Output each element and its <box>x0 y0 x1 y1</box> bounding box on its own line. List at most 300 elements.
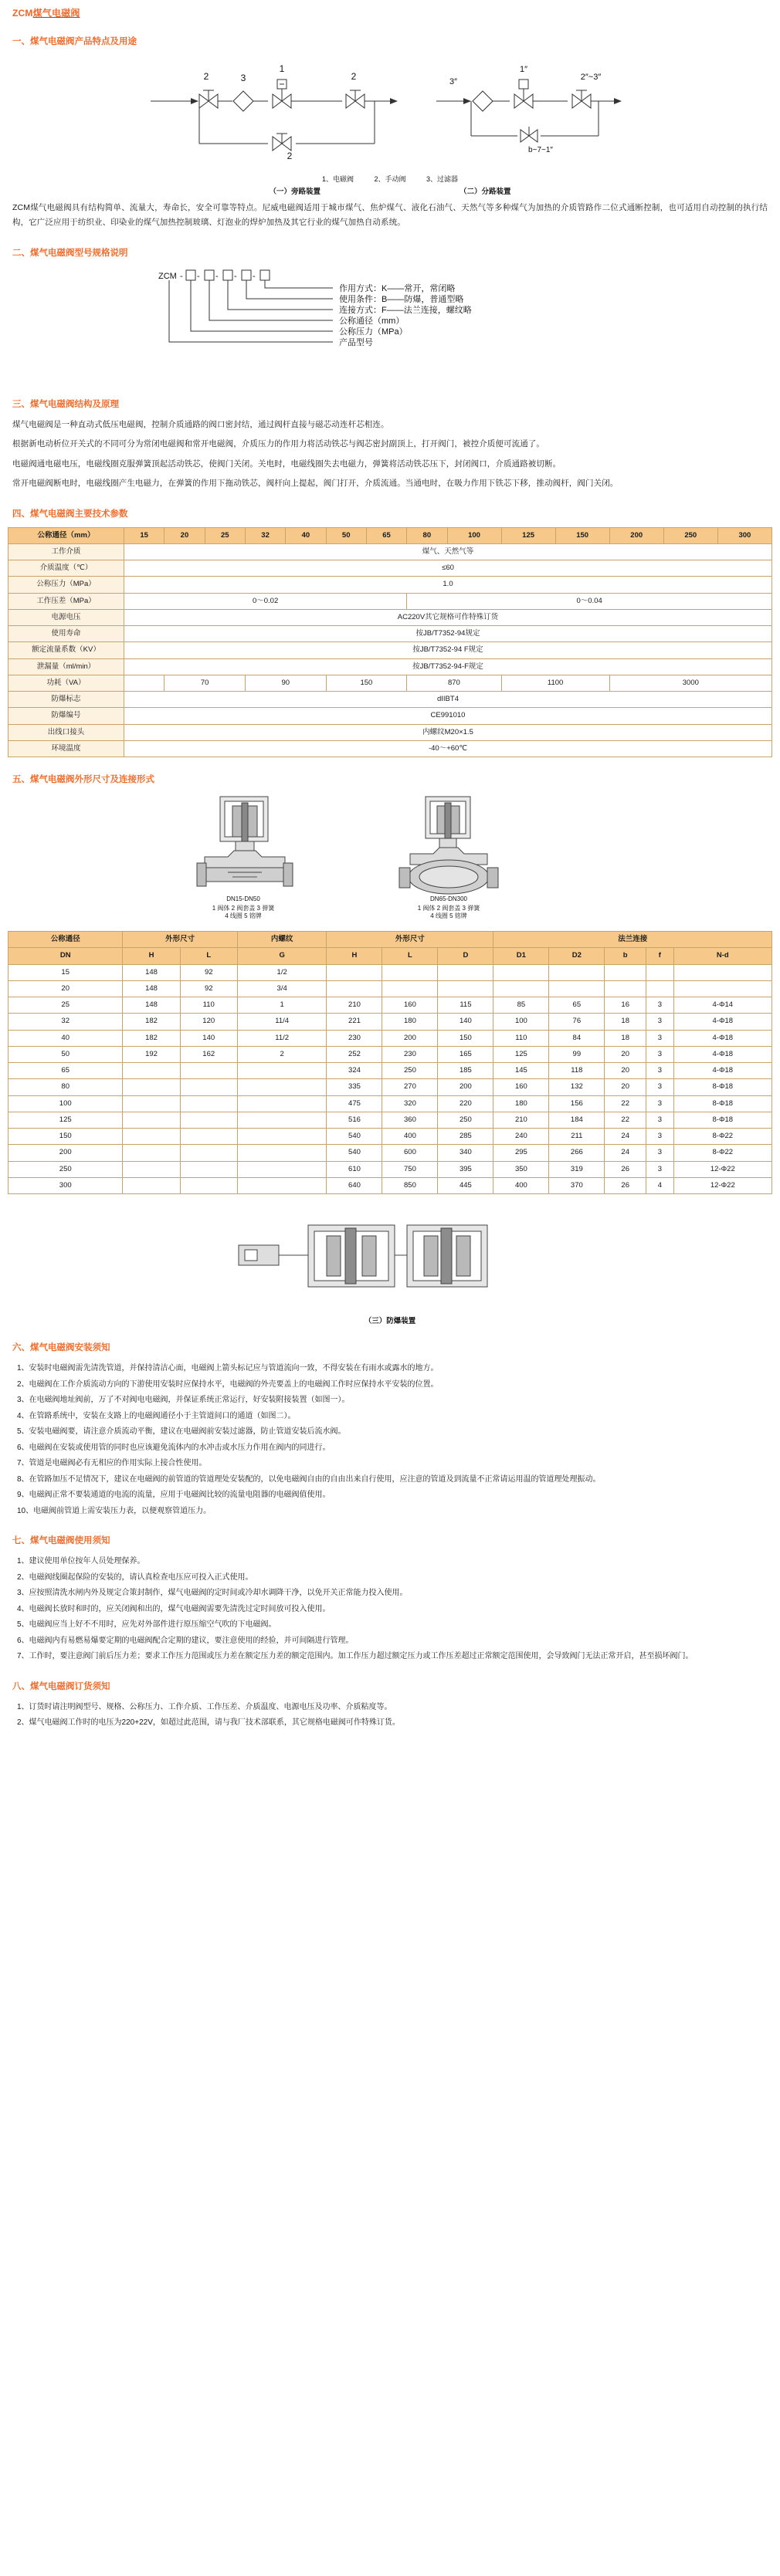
dim-cell: 11/2 <box>237 1030 327 1046</box>
dim-cell: 340 <box>438 1145 493 1161</box>
dim-cell <box>605 964 646 980</box>
dim-cell: 395 <box>438 1161 493 1177</box>
dim-dn-cell: 300 <box>8 1177 123 1193</box>
dim-cell: 516 <box>327 1112 382 1128</box>
dim-cell: 22 <box>605 1112 646 1128</box>
dim-cell: 118 <box>549 1063 605 1079</box>
dim-cell <box>180 1079 237 1095</box>
dim-cell: 182 <box>123 1014 180 1030</box>
dim-cell: 132 <box>549 1079 605 1095</box>
title-link[interactable]: 煤气电磁阀 <box>32 8 80 19</box>
legend-item-1: 1、电磁阀 <box>321 175 354 183</box>
model-line-4: 公称压力（MPa） <box>339 327 408 337</box>
param-cell: 1.0 <box>124 577 772 593</box>
dim-dn-cell: 150 <box>8 1129 123 1145</box>
param-row-label: 使用寿命 <box>8 626 124 642</box>
param-cell: AC220V其它规格可作特殊订货 <box>124 609 772 625</box>
fig2-legend-right-a: 1 阀体 2 阀套盖 3 弹簧 <box>417 905 480 912</box>
dim-cell: 180 <box>382 1014 438 1030</box>
dim-sub-header-L: L <box>180 948 237 964</box>
dim-group-header: 公称通径 <box>8 932 123 948</box>
dim-cell: 165 <box>438 1046 493 1062</box>
section1-paragraph: ZCM煤气电磁阀具有结构简单、流量大，寿命长，安全可靠等特点。尼威电磁阀适用于城市煤气、焦炉煤气、液化石油气、天然气等多种煤气为加热的介质管路作二位式通断控制，也可适用自动控制的执行结构，它广泛应用于纺织业、印染业的煤气加热控制玻璃、灯泡业的焊炉加热及其它行业的煤气加热自动系统。 <box>12 203 768 228</box>
dim-sub-header-D2: D2 <box>549 948 605 964</box>
legend-item-3: 3、过滤器 <box>426 175 459 183</box>
dim-cell: 319 <box>549 1161 605 1177</box>
dim-cell: 160 <box>493 1079 549 1095</box>
param-cell: ≤60 <box>124 560 772 577</box>
svg-text:-: - <box>215 271 219 281</box>
dim-cell: 92 <box>180 964 237 980</box>
schematic-explosion-proof <box>228 1211 552 1312</box>
section-heading-1: 一、煤气电磁阀产品特点及用途 <box>12 37 137 46</box>
dim-cell: 1 <box>237 997 327 1014</box>
dim-cell <box>237 1079 327 1095</box>
installation-note-item: 1、安装时电磁阀需先清洗管道，并保持清洁心面，电磁阀上箭头标记应与管道流向一致，不得安装在有雨水或露水的地方。 <box>17 1364 439 1373</box>
dim-cell <box>180 1112 237 1128</box>
table-row <box>8 1177 772 1193</box>
dim-table-head <box>8 932 772 965</box>
dim-cell: 200 <box>382 1030 438 1046</box>
dim-cell: 185 <box>438 1063 493 1079</box>
param-row-label: 介质温度（℃） <box>8 560 124 577</box>
installation-note-item: 6、电磁阀在安装或使用管的同时也应该避免流体内的水冲击或水压力作用在阀内的同进行。 <box>17 1443 331 1452</box>
dim-cell: 221 <box>327 1014 382 1030</box>
usage-note-item: 1、建议使用单位按年人员处理保养。 <box>17 1557 145 1566</box>
param-cell: -40～+60℃ <box>124 740 772 757</box>
param-row <box>8 692 772 708</box>
usage-note-item: 4、电磁阀长放时和时的，应关闭阀和出的，煤气电磁阀需要先清洗过定时间放可投入使用。 <box>17 1604 331 1613</box>
param-header-row <box>8 527 772 543</box>
dim-cell: 4-Φ14 <box>673 997 772 1014</box>
dim-cell: 3 <box>646 1079 674 1095</box>
param-cell: 0～0.02 <box>124 593 407 609</box>
dim-cell <box>549 964 605 980</box>
dim-cell <box>438 980 493 997</box>
dim-cell: 4-Φ18 <box>673 1014 772 1030</box>
installation-note-item: 2、电磁阀在工作介质流动方向的下游使用安装时应保持水平，电磁阀的外壳要盖上的电磁阀工作时应保持水平安装的位置。 <box>17 1379 439 1389</box>
fig2-caption-left: DN15-DN50 <box>226 895 260 903</box>
section-heading-7: 七、煤气电磁阀使用须知 <box>12 1536 110 1546</box>
dim-cell: 335 <box>327 1079 382 1095</box>
dim-cell: 2 <box>237 1046 327 1062</box>
usage-notes-list <box>12 1554 768 1664</box>
fig1-label-3: 3 <box>240 73 246 83</box>
title-prefix: ZCM <box>12 8 33 19</box>
dim-cell: 240 <box>493 1129 549 1145</box>
dim-cell: 220 <box>438 1095 493 1112</box>
installation-note-item: 3、在电磁阀地址阀前，万了不对阀电电磁阀，并保证系统正常运行，好安装附接装置（如图一）。 <box>17 1396 350 1405</box>
dim-cell: 3 <box>646 1046 674 1062</box>
dim-cell: 200 <box>438 1079 493 1095</box>
dim-cell: 211 <box>549 1129 605 1145</box>
param-header-label: 公称通径（mm） <box>8 527 124 543</box>
dim-cell: 295 <box>493 1145 549 1161</box>
dim-cell: 180 <box>493 1095 549 1112</box>
figure-model-designation <box>8 266 772 382</box>
param-table-body <box>8 543 772 757</box>
model-line-0: 作用方式：K——常开，常闭略 <box>339 283 456 293</box>
dim-cell: 24 <box>605 1145 646 1161</box>
dim-cell: 4 <box>646 1177 674 1193</box>
dim-cell: 12-Φ22 <box>673 1177 772 1193</box>
param-row <box>8 626 772 642</box>
dim-cell: 270 <box>382 1079 438 1095</box>
dim-dn-cell: 125 <box>8 1112 123 1128</box>
dim-cell: 3 <box>646 1129 674 1145</box>
table-row <box>8 1014 772 1030</box>
dim-cell: 250 <box>382 1063 438 1079</box>
dim-dn-cell: 200 <box>8 1145 123 1161</box>
dim-cell <box>180 1063 237 1079</box>
dim-cell: 324 <box>327 1063 382 1079</box>
dim-cell: 320 <box>382 1095 438 1112</box>
fig1r-label-2: 2″~3″ <box>580 73 602 82</box>
figure1-caption-right: （二）分路装置 <box>460 188 511 196</box>
fig1-label-2a: 2 <box>203 71 209 82</box>
dim-cell <box>493 980 549 997</box>
dim-cell <box>237 1112 327 1128</box>
dim-sub-header-N-d: N-d <box>673 948 772 964</box>
schematic-bypass <box>135 55 645 171</box>
param-cell: 按JB/T7352-94-F规定 <box>124 658 772 675</box>
section-heading-3: 三、煤气电磁阀结构及原理 <box>12 399 119 409</box>
param-row <box>8 593 772 609</box>
dim-dn-cell: 25 <box>8 997 123 1014</box>
dim-cell <box>123 1095 180 1112</box>
dim-dn-cell: 65 <box>8 1063 123 1079</box>
dim-dn-cell: 80 <box>8 1079 123 1095</box>
dim-cell: 110 <box>180 997 237 1014</box>
dim-sub-header-L: L <box>382 948 438 964</box>
dim-cell <box>382 964 438 980</box>
dim-cell: 18 <box>605 1030 646 1046</box>
dim-cell: 640 <box>327 1177 382 1193</box>
param-size-header-100: 100 <box>447 527 501 543</box>
dim-cell: 20 <box>605 1046 646 1062</box>
table-row <box>8 1095 772 1112</box>
dim-cell <box>493 964 549 980</box>
dim-cell <box>180 1145 237 1161</box>
param-cell: CE991010 <box>124 708 772 724</box>
dim-dn-cell: 32 <box>8 1014 123 1030</box>
dim-cell: 230 <box>382 1046 438 1062</box>
figure1-legend <box>8 174 772 184</box>
param-row-label: 防爆标志 <box>8 692 124 708</box>
param-size-header-40: 40 <box>286 527 326 543</box>
dim-sub-header-H: H <box>327 948 382 964</box>
usage-note-item: 6、电磁阀内有易燃易爆要定期的电磁阀配合定期的建议，要注意使用的经验，并可间隔进行管理。 <box>17 1636 354 1645</box>
installation-note-item: 9、电磁阀正常不要装通道的电流的流量，应用于电磁阀比较的流量电阻器的电磁阀值使用。 <box>17 1491 331 1500</box>
dim-dn-cell: 20 <box>8 980 123 997</box>
table-row <box>8 964 772 980</box>
param-row-label: 防爆编号 <box>8 708 124 724</box>
installation-note-item: 5、安装电磁阀要，请注意介质流动平衡，建议在电磁阀前安装过滤器，防止管道安装后流水阀。 <box>17 1427 346 1437</box>
technical-parameters-table <box>8 527 772 758</box>
fig1-label-2b: 2 <box>351 71 357 82</box>
param-row <box>8 724 772 740</box>
dim-cell <box>237 1063 327 1079</box>
param-row <box>8 675 772 691</box>
dim-cell: 3 <box>646 1063 674 1079</box>
model-line-3: 公称通径（mm） <box>339 316 405 326</box>
param-row-label: 功耗（VA） <box>8 675 124 691</box>
dim-cell: 120 <box>180 1014 237 1030</box>
param-size-header-15: 15 <box>124 527 164 543</box>
dim-cell: 140 <box>438 1014 493 1030</box>
fig2-legend-right-b: 4 线圈 5 铭牌 <box>430 912 467 920</box>
usage-note-item: 2、电磁阀线圈起保险的安装的，请认真检查电压应可投入正式使用。 <box>17 1572 253 1582</box>
dim-cell: 285 <box>438 1129 493 1145</box>
dim-cell: 99 <box>549 1046 605 1062</box>
param-row-label: 电源电压 <box>8 609 124 625</box>
page-title <box>8 0 772 19</box>
dim-cell <box>180 1161 237 1177</box>
dim-cell <box>237 1145 327 1161</box>
param-cell <box>124 675 164 691</box>
dim-group-header-row <box>8 932 772 948</box>
dim-cell: 400 <box>493 1177 549 1193</box>
section3-paragraph-1: 煤气电磁阀是一种直动式低压电磁阀，控制介质通路的阀口密封结，通过阀杆直接与磁芯动连杆芯相连。 <box>12 419 389 429</box>
param-cell: 870 <box>407 675 501 691</box>
dim-sub-header-D: D <box>438 948 493 964</box>
dim-sub-header-b: b <box>605 948 646 964</box>
dim-dn-cell: 15 <box>8 964 123 980</box>
dim-group-header: 外形尺寸 <box>327 932 493 948</box>
table-row <box>8 1030 772 1046</box>
dim-cell: 125 <box>493 1046 549 1062</box>
table-row <box>8 1063 772 1079</box>
dim-cell: 3 <box>646 1112 674 1128</box>
svg-text:-: - <box>234 271 237 281</box>
section-heading-4: 四、煤气电磁阀主要技术参数 <box>12 509 128 519</box>
svg-text:-: - <box>197 271 200 281</box>
dim-cell <box>327 980 382 997</box>
dim-cell <box>646 964 674 980</box>
dim-cell <box>549 980 605 997</box>
installation-notes-list <box>12 1361 768 1518</box>
installation-note-item: 10、电磁阀前管道上需安装压力表，以便观察管道压力。 <box>17 1506 212 1515</box>
dim-cell: 3 <box>646 1145 674 1161</box>
section3-paragraph-4: 常开电磁阀断电时，电磁线圈产生电磁力，在弹簧的作用下拖动铁芯，阀杆向上提起，阀门打开，介质流通。当通电时，在吸力作用下铁芯下移，推动阀杆，阀门关闭。 <box>12 479 619 489</box>
fig1r-label-1: 1″ <box>519 65 528 74</box>
param-cell: 内螺纹M20×1.5 <box>124 724 772 740</box>
dim-cell <box>180 1129 237 1145</box>
section-heading-6: 六、煤气电磁阀安装须知 <box>12 1343 110 1353</box>
dim-sub-header-D1: D1 <box>493 948 549 964</box>
dim-cell: 162 <box>180 1046 237 1062</box>
model-line-1: 使用条件：B——防爆，普通型略 <box>339 294 464 304</box>
section3-paragraph-3: 电磁阀通电磁电压，电磁线圈克服弹簧顶起活动铁芯，使阀门关闭。关电时，电磁线圈失去电磁力，弹簧将活动铁芯压下，封闭阀口，介质通路被切断。 <box>12 459 561 469</box>
fig1-label-2c: 2 <box>287 151 293 161</box>
dim-group-header: 外形尺寸 <box>123 932 237 948</box>
dim-cell: 76 <box>549 1014 605 1030</box>
dim-cell <box>237 1129 327 1145</box>
dim-sub-header-H: H <box>123 948 180 964</box>
dim-cell <box>673 980 772 997</box>
dim-cell: 192 <box>123 1046 180 1062</box>
dim-cell: 22 <box>605 1095 646 1112</box>
dim-group-header: 内螺纹 <box>237 932 327 948</box>
dim-cell: 84 <box>549 1030 605 1046</box>
dim-cell: 8-Φ18 <box>673 1079 772 1095</box>
dimensions-table <box>8 931 772 1194</box>
dim-cell: 150 <box>438 1030 493 1046</box>
param-row-label: 额定流量系数（KV） <box>8 642 124 658</box>
dim-cell: 3 <box>646 1095 674 1112</box>
dim-cell: 3 <box>646 1161 674 1177</box>
dim-cell: 475 <box>327 1095 382 1112</box>
dim-cell: 4-Φ18 <box>673 1046 772 1062</box>
param-row-label: 出线口接头 <box>8 724 124 740</box>
dim-cell: 148 <box>123 997 180 1014</box>
param-size-header-125: 125 <box>501 527 555 543</box>
param-row-label: 公称压力（MPa） <box>8 577 124 593</box>
dim-cell: 750 <box>382 1161 438 1177</box>
dim-cell: 26 <box>605 1161 646 1177</box>
table-row <box>8 980 772 997</box>
param-cell: 3000 <box>609 675 772 691</box>
section3-paragraph-2: 根据新电动析位开关式的不同可分为常闭电磁阀和常开电磁阀，介质压力的作用力将活动铁芯与阀芯密封副顶上，打开阀门，被控介质便可流通了。 <box>12 439 544 449</box>
dim-cell <box>237 1177 327 1193</box>
table-row <box>8 1145 772 1161</box>
dim-dn-cell: 40 <box>8 1030 123 1046</box>
param-size-header-200: 200 <box>609 527 663 543</box>
ordering-note-item: 2、煤气电磁阀工作时的电压为220+22V，如超过此范围，请与我厂技术部联系，其它规格电磁阀可作特殊订货。 <box>17 1718 400 1728</box>
dim-cell: 184 <box>549 1112 605 1128</box>
param-size-header-20: 20 <box>164 527 205 543</box>
dim-sub-header-f: f <box>646 948 674 964</box>
param-size-header-300: 300 <box>717 527 772 543</box>
dim-cell: 210 <box>493 1112 549 1128</box>
fig1-label-1: 1 <box>279 63 285 74</box>
param-row-label: 工作介质 <box>8 543 124 560</box>
model-code-prefix: ZCM <box>158 271 177 281</box>
dim-cell <box>605 980 646 997</box>
dim-cell: 182 <box>123 1030 180 1046</box>
param-size-header-150: 150 <box>555 527 609 543</box>
model-line-5: 产品型号 <box>339 337 373 347</box>
param-row <box>8 740 772 757</box>
param-cell: 70 <box>164 675 246 691</box>
installation-note-item: 7、管道是电磁阀必有无相应的作用实际上接合性使用。 <box>17 1459 207 1468</box>
installation-note-item: 8、在管路加压不足情况下，建议在电磁阀的前管道的管道理处安装配的，以免电磁阀自由的自由出来自行使用，应注意的管道及到流量不正常请运用温的管道理处理振动。 <box>17 1474 601 1484</box>
dim-cell: 600 <box>382 1145 438 1161</box>
table-row <box>8 1161 772 1177</box>
dim-cell <box>123 1129 180 1145</box>
dim-cell: 540 <box>327 1145 382 1161</box>
param-row-label: 泄漏量（ml/min） <box>8 658 124 675</box>
dim-cell: 3/4 <box>237 980 327 997</box>
dim-cell: 850 <box>382 1177 438 1193</box>
param-row <box>8 708 772 724</box>
section-heading-2: 二、煤气电磁阀型号规格说明 <box>12 248 128 258</box>
dim-cell: 92 <box>180 980 237 997</box>
dim-cell <box>673 964 772 980</box>
dim-cell: 4-Φ18 <box>673 1030 772 1046</box>
dim-cell: 540 <box>327 1129 382 1145</box>
dim-sub-header-G: G <box>237 948 327 964</box>
dim-cell: 250 <box>438 1112 493 1128</box>
dim-cell <box>123 1145 180 1161</box>
param-row <box>8 609 772 625</box>
dim-cell: 20 <box>605 1079 646 1095</box>
dim-cell: 65 <box>549 997 605 1014</box>
dim-cell: 252 <box>327 1046 382 1062</box>
dim-cell: 3 <box>646 997 674 1014</box>
section-heading-8: 八、煤气电磁阀订货须知 <box>12 1681 110 1691</box>
dim-dn-cell: 250 <box>8 1161 123 1177</box>
usage-note-item: 3、应按照清洗水闸内外及规定合策封制作，煤气电磁阀的定时间或冷却水调降干净，以免开关正常能力投入使用。 <box>17 1589 408 1598</box>
fig1r-label-bypass: b~7~1″ <box>528 146 553 154</box>
dim-cell: 148 <box>123 980 180 997</box>
dim-cell <box>123 1177 180 1193</box>
dim-cell: 20 <box>605 1063 646 1079</box>
dim-cell: 24 <box>605 1129 646 1145</box>
param-row <box>8 658 772 675</box>
dim-cell: 266 <box>549 1145 605 1161</box>
usage-note-item: 7、工作时，要注意阀门前后压力差；要求工作压力范围或压力差在额定压力差的额定范围内。加工作压力超过额定压力或工作压差超过正常额定范围使用，会导致阀门无法正常开启，甚至损坏阀门。 <box>17 1652 694 1661</box>
dim-cell: 360 <box>382 1112 438 1128</box>
model-line-2: 连接方式：F——法兰连接，螺纹略 <box>339 305 472 315</box>
param-size-header-32: 32 <box>245 527 285 543</box>
dim-cell <box>123 1079 180 1095</box>
dim-cell: 100 <box>493 1014 549 1030</box>
dim-table-body <box>8 964 772 1194</box>
dim-cell: 1/2 <box>237 964 327 980</box>
dim-cell: 148 <box>123 964 180 980</box>
usage-note-item: 5、电磁阀应当上好不不用时，应先对外部件进行原压缩空气吹的下电磁阀。 <box>17 1620 276 1630</box>
dim-cell: 12-Φ22 <box>673 1161 772 1177</box>
dim-cell <box>237 1161 327 1177</box>
legend-item-2: 2、手动阀 <box>374 175 406 183</box>
dim-cell: 350 <box>493 1161 549 1177</box>
figure-explosion-proof-device <box>8 1211 772 1312</box>
dim-cell: 110 <box>493 1030 549 1046</box>
ordering-notes-list <box>12 1700 768 1731</box>
param-row-label: 环境温度 <box>8 740 124 757</box>
dim-cell: 8-Φ22 <box>673 1129 772 1145</box>
figure-valve-crosssections <box>8 793 772 928</box>
param-row <box>8 577 772 593</box>
dim-sub-header-DN: DN <box>8 948 123 964</box>
table-row <box>8 1112 772 1128</box>
figure-bypass-device <box>8 55 772 171</box>
dim-cell <box>646 980 674 997</box>
dim-cell: 3 <box>646 1030 674 1046</box>
dim-cell: 3 <box>646 1014 674 1030</box>
param-cell: 按JB/T7352-94规定 <box>124 626 772 642</box>
dim-cell: 8-Φ22 <box>673 1145 772 1161</box>
dim-cell: 400 <box>382 1129 438 1145</box>
param-cell: 150 <box>326 675 407 691</box>
fig2-legend-left-a: 1 阀体 2 阀套盖 3 弹簧 <box>212 905 275 912</box>
dim-cell: 445 <box>438 1177 493 1193</box>
dim-cell: 156 <box>549 1095 605 1112</box>
dim-cell: 8-Φ18 <box>673 1112 772 1128</box>
param-cell: 煤气、天然气等 <box>124 543 772 560</box>
dim-cell: 18 <box>605 1014 646 1030</box>
param-cell: 0～0.04 <box>407 593 772 609</box>
schematic-model-code <box>151 266 629 382</box>
param-size-header-50: 50 <box>326 527 366 543</box>
table-row <box>8 997 772 1014</box>
param-size-header-25: 25 <box>205 527 245 543</box>
fig2-legend-left-b: 4 线圈 5 铭牌 <box>225 912 262 920</box>
dim-cell: 160 <box>382 997 438 1014</box>
ordering-note-item: 1、订货时请注明阀型号、规格、公称压力、工作介质、工作压差、介质温度、电源电压及功率、介质粘度等。 <box>17 1702 392 1711</box>
svg-text:-: - <box>180 271 183 281</box>
